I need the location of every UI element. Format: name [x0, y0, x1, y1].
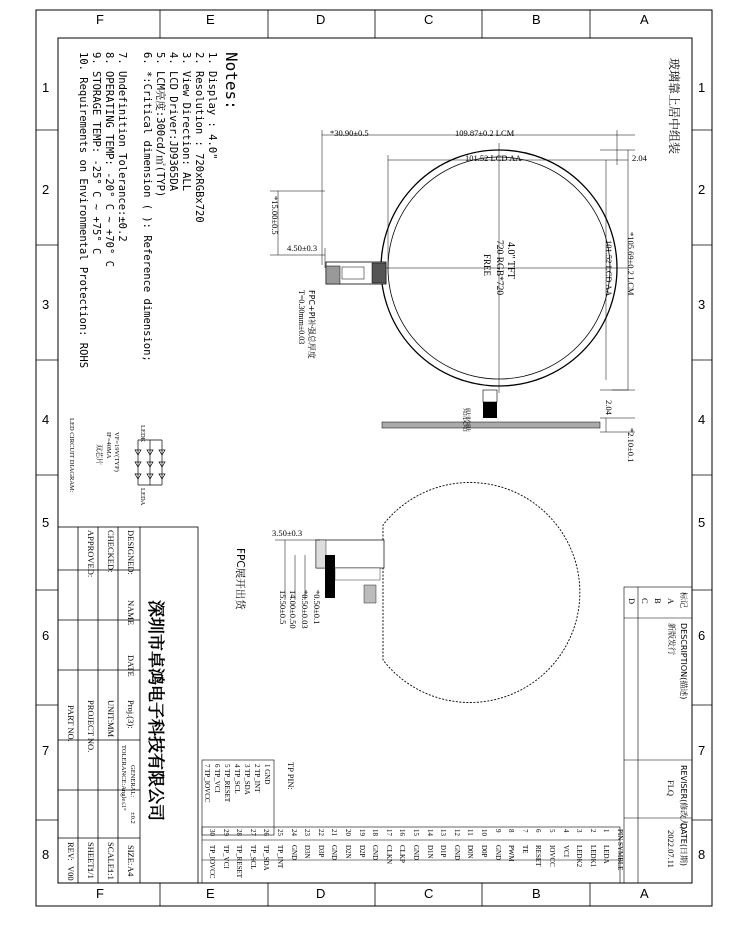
rev-label: REV:	[66, 842, 76, 861]
grid-letter-d: D	[316, 12, 326, 27]
grid-number-6-right: 6	[698, 628, 706, 643]
lcd-pin-row	[290, 829, 298, 860]
rev-mark-b: B	[653, 598, 663, 604]
rev-header-reviser: REVISER(修改人)	[679, 765, 688, 830]
lcd-pin-row	[262, 829, 270, 871]
dim-aa-height: 101.52 LCD AA	[604, 240, 614, 297]
designed-label: DESIGNED:	[126, 530, 136, 575]
grid-number-5: 5	[42, 515, 50, 530]
lcd-pin-symbol: LEDK2	[575, 845, 584, 868]
tp-pin-row	[223, 764, 231, 802]
lcd-pin-symbol: LEDA	[602, 845, 611, 864]
checked-label: CHECKED:	[106, 530, 116, 573]
rev-header-mark: 标记	[679, 592, 688, 608]
rev-mark-d: D	[627, 598, 637, 605]
tp-pin-row	[213, 764, 221, 793]
lcd-pin-row	[562, 829, 570, 857]
lcd-pin-number: 18	[371, 829, 380, 836]
grid-number-7-right: 7	[698, 743, 706, 758]
lcd-pin-symbol: GND	[493, 845, 502, 861]
scale-value: 1:1	[106, 869, 116, 880]
grid-number-7: 7	[42, 743, 50, 758]
lcd-pin-number: 3	[575, 829, 584, 833]
panel-resolution-label: 720 RGB*720	[494, 240, 504, 296]
lcd-pin-number: 29	[221, 829, 230, 836]
lcd-pin-symbol: IOVCC	[548, 845, 556, 867]
lcd-pin-symbol: D2N	[344, 845, 352, 859]
lcd-pin-row	[507, 829, 515, 862]
lcd-pin-symbol: VCI	[561, 845, 570, 858]
lcd-pin-symbol: GND	[371, 845, 380, 861]
tp-pin-row	[263, 764, 271, 784]
lcd-pin-row	[208, 829, 216, 878]
lcd-pin-row	[439, 829, 447, 857]
lcd-pin-symbol: CLKN	[384, 845, 393, 865]
tp-pin-sym: TP_SCL	[233, 769, 241, 794]
lcd-pin-row	[602, 829, 610, 864]
note-line: 6. *:Critical dimension ( ): Reference dimension;	[141, 52, 153, 362]
tp-pin-num: 3	[243, 764, 251, 768]
grid-number-1: 1	[42, 80, 50, 95]
grid-number-4: 4	[42, 412, 50, 427]
lcd-pin-row	[453, 829, 461, 860]
part-no-label: PART NO.	[66, 705, 76, 742]
lcd-pin-number: 7	[520, 829, 529, 833]
lcd-pin-symbol: TP_INT	[276, 845, 284, 869]
size-label: SIZE:	[126, 845, 136, 866]
tp-pin-row	[233, 764, 241, 794]
dim-fpc-offset: *30.90±0.5	[330, 128, 369, 138]
grid-letter-a: A	[640, 12, 649, 27]
lcd-pin-row	[589, 829, 597, 867]
lcd-pin-symbol: TE	[520, 845, 529, 854]
tp-pin-num: 5	[223, 764, 231, 768]
tp-pin-row	[203, 764, 211, 803]
lcd-pin-number: 13	[439, 829, 448, 836]
note-line: 5. LCM亮度:300cd/㎡(TYP)	[154, 52, 166, 198]
tp-pin-num: 4	[233, 764, 241, 768]
back-dim-4: 14.00±0.50	[288, 590, 298, 629]
lcd-pin-symbol: CLKP	[398, 845, 407, 863]
assembly-note: 玻璃靠上居中组装	[667, 58, 681, 155]
lcd-pin-symbol: GND	[289, 845, 298, 861]
grid-letter-f-bottom: F	[96, 886, 104, 901]
tolerance-value: ±0.2	[129, 812, 136, 824]
lcd-pin-symbol: D2P	[357, 845, 366, 858]
grid-number-2-right: 2	[698, 182, 706, 197]
lcd-pin-number: 2	[588, 829, 597, 833]
rev-mark-c: C	[640, 598, 650, 604]
lcd-pin-symbol: D3P	[316, 845, 325, 858]
lcd-pin-number: 14	[425, 829, 434, 836]
grid-number-4-right: 4	[698, 412, 706, 427]
lcd-pin-number: 8	[507, 829, 516, 833]
tp-pin-sym: TP_IOVCC	[203, 769, 211, 803]
note-line: 3. View Direction: ALL	[180, 52, 192, 192]
lcd-pin-row	[521, 829, 529, 854]
lcd-pin-number: 26	[262, 829, 271, 836]
lcd-pin-row	[494, 829, 502, 860]
grid-letter-b: B	[532, 12, 541, 27]
grid-number-2: 2	[42, 182, 50, 197]
tp-pin-title: TP PIN:	[286, 762, 296, 790]
back-dim-3: *0.50±0.03	[300, 590, 310, 629]
lcd-pin-number: 21	[330, 829, 339, 836]
grid-letter-e-bottom: E	[206, 886, 215, 901]
lcd-pin-number: 1	[602, 829, 611, 833]
dim-aa-width: 101.52 LCD AA	[465, 153, 522, 163]
dim-fpc-height: *15.00±0.5	[270, 196, 280, 235]
lcd-pin-row	[385, 829, 393, 864]
lcd-pin-row	[480, 829, 488, 857]
rev-value: V00	[66, 866, 76, 881]
sheet-value: 1/1	[86, 868, 96, 879]
front-view	[270, 130, 635, 432]
unit-value: MM	[106, 722, 116, 738]
note-line: 9. STORAGE TEMP: -25° C ~ +75° C	[90, 52, 102, 255]
lcd-pin-number: 12	[452, 829, 461, 836]
grid-letter-f: F	[96, 12, 104, 27]
lcd-pin-symbol: D3N	[303, 845, 312, 859]
sheet-label: SHEET:	[86, 842, 96, 871]
unit-label: UNIT:	[106, 700, 116, 723]
scale-label: SCALE:	[106, 842, 116, 872]
dim-lcm-height: *105.69±0.2 LCM	[626, 232, 636, 296]
back-dim-1: 3.50±0.3	[272, 528, 303, 538]
note-line: 2. Resolution : 720xRGBx720	[193, 52, 205, 223]
led-spec-if: IF=40MA	[105, 432, 112, 459]
led-leda-label: LEDA	[139, 488, 146, 506]
lcd-pin-symbol: GND	[412, 845, 420, 861]
lcd-pin-number: 24	[289, 829, 298, 836]
notes-list	[205, 52, 218, 159]
lcd-pin-symbol: TP_SCL	[248, 845, 257, 870]
led-spec-vf: VF=19V(TYP)	[113, 432, 120, 472]
approved-label: APPROVED:	[86, 530, 96, 578]
lcd-pin-number: 11	[466, 829, 475, 836]
outer-border	[36, 10, 712, 906]
grid-number-8-right: 8	[698, 847, 706, 862]
lcd-pin-symbol: TP_IOVCC	[208, 845, 216, 879]
lcd-pin-symbol: LEDK1	[588, 845, 597, 868]
grid-letter-b-bottom: B	[532, 886, 541, 901]
lcd-pin-symbol: PWM	[507, 845, 516, 862]
lcd-pin-symbol: RESET	[534, 845, 543, 867]
lcd-pin-symbol: GND	[452, 845, 461, 861]
lcd-pin-header: PIN SYMBLE	[616, 829, 624, 871]
led-ledk-label: LEDK	[139, 425, 146, 443]
grid-number-3: 3	[42, 297, 50, 312]
grid-number-1-right: 1	[698, 80, 706, 95]
grid-letter-c: C	[424, 12, 434, 27]
lcd-pin-symbol: TP_SDA	[262, 845, 271, 871]
lcd-pin-row	[276, 829, 284, 868]
lcd-pin-number: 20	[344, 829, 352, 836]
fpc-thickness-label: FPC+PI补强总厚度	[307, 290, 316, 359]
lcd-pin-row	[303, 829, 311, 859]
lcd-pin-number: 22	[316, 829, 325, 836]
lcd-pin-row	[426, 829, 434, 859]
tp-pin-num: 7	[203, 764, 211, 768]
lcd-pin-number: 25	[276, 829, 284, 836]
projection-label: Proj.(3):	[126, 700, 136, 729]
side-profile	[382, 422, 600, 428]
lcd-pin-symbol: D0P	[480, 845, 488, 858]
dim-fpc-small: 4.50±0.3	[287, 243, 318, 253]
name-header: NAME	[126, 600, 136, 626]
grid-ticks	[36, 10, 712, 906]
panel-free-label: FREE	[482, 254, 492, 277]
back-dim-2: *0.50±0.1	[312, 590, 322, 625]
panel-size-label: 4.0" TFT	[505, 242, 516, 279]
led-chip-label: 双芯片	[95, 444, 103, 465]
rev-row-description: 新版发行	[667, 623, 676, 655]
lcd-pin-row	[249, 829, 257, 870]
lcd-pin-number: 15	[412, 829, 420, 836]
rev-header-description: DESCRIPTION(描述)	[679, 623, 688, 700]
grid-number-5-right: 5	[698, 515, 706, 530]
grid-letter-e: E	[206, 12, 215, 27]
tolerance-label: TOLERANCE:Angle≤1°	[120, 745, 127, 811]
lcd-pin-number: 23	[303, 829, 312, 836]
tp-pin-num: 2	[253, 764, 261, 768]
lcd-pin-row	[371, 829, 379, 860]
company-name: 深圳市卓鸿电子科技有限公司	[145, 600, 165, 821]
lcd-pin-symbol: TP_VCI	[221, 845, 230, 869]
lcd-pin-row	[222, 829, 230, 869]
tp-pin-num: 6	[213, 764, 221, 768]
note-line: 4. LCD Driver:JD9365DA	[167, 52, 179, 192]
tp-pin-sym: TP_RESET	[223, 769, 231, 803]
dim-edge: 2.04	[632, 153, 647, 163]
lcd-pin-symbol: D1N	[425, 845, 434, 859]
lcd-pin-symbol: D1P	[439, 845, 448, 858]
lcd-pin-row	[548, 829, 556, 867]
grid-number-6: 6	[42, 628, 50, 643]
dim-edge-bottom: 2.04	[604, 400, 614, 415]
tp-pin-num: 1	[263, 764, 271, 768]
tag-label: 贴胶贴	[462, 408, 471, 432]
fpc-unfold-title: FPC展开出货	[234, 548, 246, 610]
lcd-pin-number: 4	[561, 829, 570, 833]
rev-row-date: 2022.07.11	[666, 830, 676, 868]
fpc-thickness-value: T=0.30mm±0.03	[297, 290, 306, 345]
lcd-pin-number: 10	[480, 829, 488, 836]
dim-thickness: *2.10±0.1	[626, 428, 636, 463]
lcd-pin-number: 6	[534, 829, 543, 833]
led-circuit-title: LED CIRCUIT DIAGRAM:	[68, 418, 75, 493]
date-header: DATE	[126, 655, 136, 677]
lcd-pin-symbol: GND	[330, 845, 339, 861]
lcd-pin-number: 30	[208, 829, 216, 836]
grid-letter-c-bottom: C	[424, 886, 434, 901]
rev-row-mark: A	[666, 598, 676, 605]
tp-pin-row	[253, 764, 261, 792]
lcd-pin-row	[344, 829, 352, 859]
project-no-label: PROJECT NO.	[86, 700, 96, 753]
rev-header-date: DATE(日期)	[679, 823, 688, 867]
lcd-pin-row	[398, 829, 406, 863]
lcd-pin-row	[534, 829, 542, 866]
led-circuit	[135, 440, 165, 485]
lcd-pin-row	[330, 829, 338, 860]
lcd-pin-number: 5	[548, 829, 556, 833]
lcd-pin-row	[466, 829, 474, 859]
lcd-pin-row	[235, 829, 243, 878]
back-circle	[383, 483, 580, 703]
lcd-pin-row	[358, 829, 366, 857]
grid-number-8: 8	[42, 847, 50, 862]
tp-pin-sym: GND	[263, 769, 271, 785]
general-label: GENERAL:	[129, 765, 136, 798]
lcd-pin-symbol: D0N	[466, 845, 475, 859]
back-dim-5: 15.50±0.5	[278, 590, 288, 625]
grid-letter-a-bottom: A	[640, 886, 649, 901]
lcd-pin-row	[412, 829, 420, 860]
lcd-pin-number: 27	[248, 829, 257, 836]
tp-pin-row	[243, 764, 251, 795]
tp-pin-sym: TP_SDA	[243, 769, 251, 795]
tp-pin-sym: TP_INT	[253, 769, 261, 793]
lcd-pin-number: 17	[384, 829, 393, 836]
note-line: 10. Requirements on Environmental Protection: ROHS	[77, 52, 89, 369]
tp-pin-sym: TP_VCI	[213, 769, 221, 793]
lcd-pin-number: 9	[493, 829, 502, 833]
lcd-pin-row	[575, 829, 583, 867]
lcd-pin-symbol: TP_RESET	[235, 845, 244, 879]
rev-row-reviser: FLQ	[666, 780, 676, 797]
note-line: 1. Display : 4.0"	[206, 52, 218, 160]
grid-number-3-right: 3	[698, 297, 706, 312]
grid-letter-d-bottom: D	[316, 886, 326, 901]
dim-lcm-width: 109.87±0.2 LCM	[455, 128, 515, 138]
size-value: A4	[126, 866, 136, 877]
note-line: 7. Undefinition Tolerance:±0.2	[116, 52, 128, 242]
lcd-pin-row	[317, 829, 325, 857]
lcd-pin-number: 16	[398, 829, 407, 836]
lcd-pin-number: 19	[357, 829, 366, 836]
lcd-pin-number: 28	[235, 829, 244, 836]
notes-title: Notes:	[222, 52, 241, 110]
note-line: 8. OPERATING TEMP: -20° C ~ +70° C	[103, 52, 115, 267]
